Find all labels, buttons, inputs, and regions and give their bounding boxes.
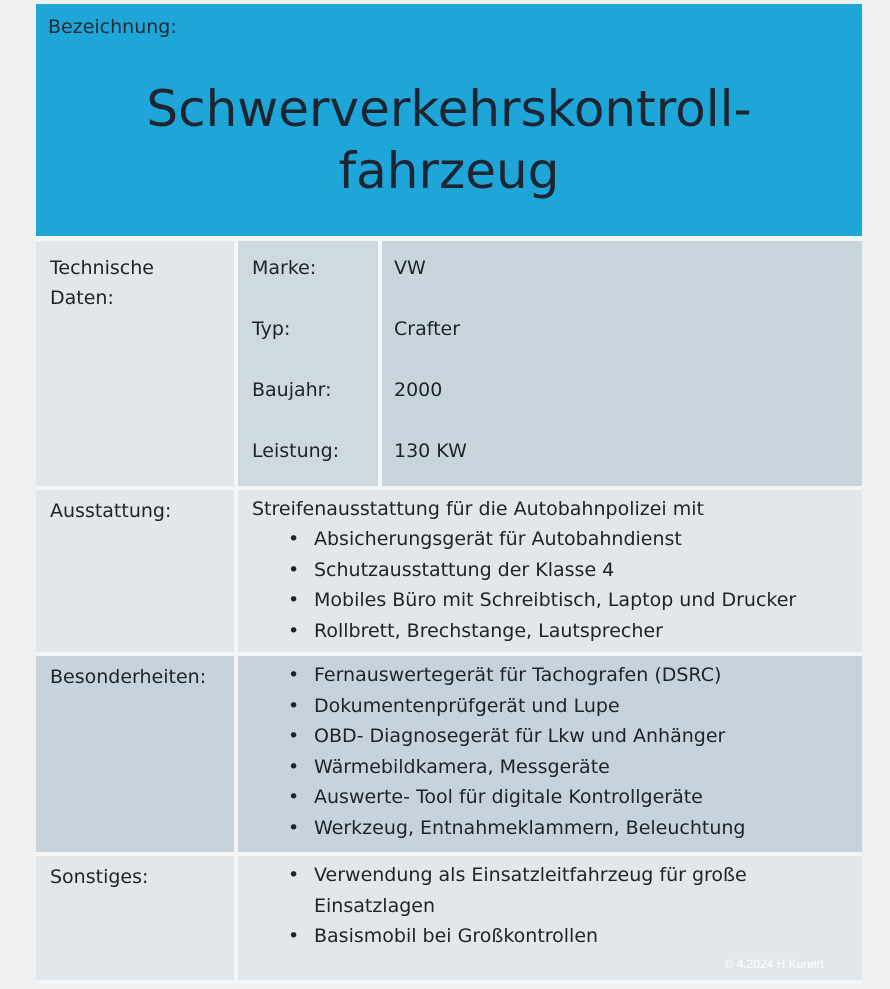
vehicle-title: Schwerverkehrskontroll- fahrzeug: [146, 80, 752, 200]
special-features-row: [36, 656, 862, 852]
year-value: 2000: [394, 379, 443, 401]
special-features-label: Besonderheiten:: [50, 666, 207, 688]
list-item: • Dokumentenprüfgerät und Lupe: [292, 691, 746, 722]
list-item: • Fernauswertegerät für Tachografen (DSRC): [292, 660, 746, 691]
power-key: Leistung:: [252, 440, 340, 462]
list-item: • Schutzausstattung der Klasse 4: [292, 555, 796, 586]
year-key: Baujahr:: [252, 379, 332, 401]
title-banner: [36, 4, 862, 236]
copyright-notice: © 4.2024 H.Kunert: [724, 957, 824, 971]
technical-data-label-cell: [36, 241, 234, 486]
designation-label: Bezeichnung:: [48, 16, 177, 38]
power-value: 130 KW: [394, 440, 467, 462]
technical-data-table: [238, 241, 862, 486]
technical-keys-column: [238, 241, 378, 486]
misc-label: Sonstiges:: [50, 866, 149, 888]
equipment-intro: Streifenausstattung für die Autobahnpolizei mit: [252, 498, 704, 520]
equipment-label: Ausstattung:: [50, 500, 172, 522]
special-features-label-cell: [36, 656, 234, 852]
special-features-list: [292, 660, 746, 843]
list-item: • OBD- Diagnosegerät für Lkw und Anhänger: [292, 721, 746, 752]
technical-data-label: Technische Daten:: [50, 257, 154, 309]
list-item: • Basismobil bei Großkontrollen: [292, 921, 792, 952]
list-item: • Verwendung als Einsatzleitfahrzeug für große Einsatzlagen: [292, 860, 792, 921]
technical-values-column: [382, 241, 862, 486]
equipment-row: [36, 490, 862, 652]
equipment-label-cell: [36, 490, 234, 652]
misc-label-cell: [36, 856, 234, 980]
special-features-content: [238, 656, 862, 852]
brand-key: Marke:: [252, 257, 317, 279]
misc-list: [292, 860, 792, 952]
list-item: • Auswerte- Tool für digitale Kontrollgeräte: [292, 782, 746, 813]
brand-value: VW: [394, 257, 426, 279]
equipment-list: [292, 524, 796, 646]
type-key: Typ:: [252, 318, 291, 340]
list-item: • Mobiles Büro mit Schreibtisch, Laptop und Drucker: [292, 585, 796, 616]
list-item: • Werkzeug, Entnahmeklammern, Beleuchtung: [292, 813, 746, 844]
list-item: • Wärmebildkamera, Messgeräte: [292, 752, 746, 783]
type-value: Crafter: [394, 318, 461, 340]
equipment-content: [238, 490, 862, 652]
technical-data-row: [36, 241, 862, 486]
list-item: • Rollbrett, Brechstange, Lautsprecher: [292, 616, 796, 647]
list-item: • Absicherungsgerät für Autobahndienst: [292, 524, 796, 555]
